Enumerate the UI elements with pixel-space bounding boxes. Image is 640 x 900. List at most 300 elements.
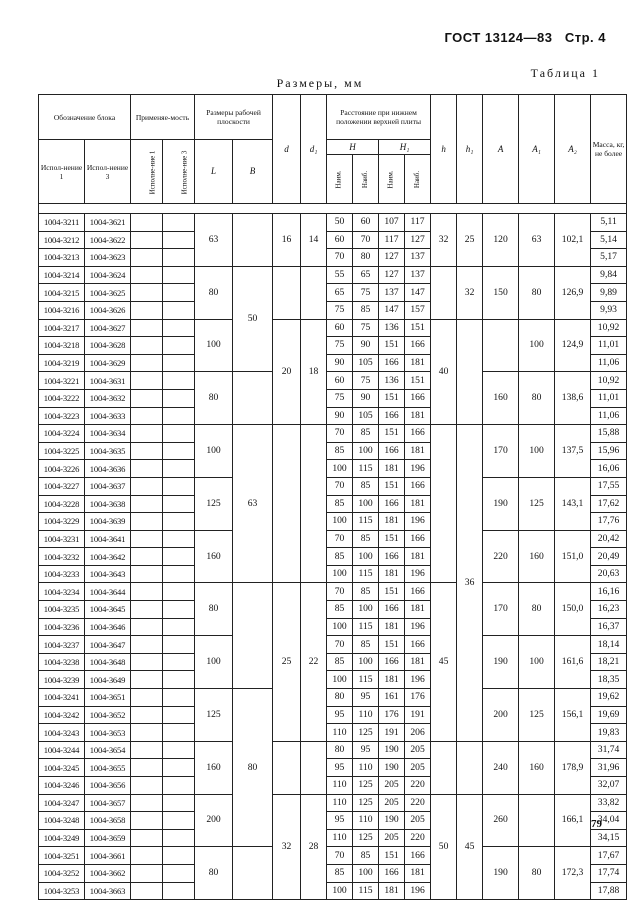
var3-cell: 1004-3658 — [85, 812, 131, 830]
H1-max-cell: 137 — [405, 266, 431, 284]
app3-cell — [163, 636, 195, 654]
H1-min-cell: 166 — [379, 407, 405, 425]
A2-cell: 102,1 — [555, 214, 591, 267]
H1-min-cell: 181 — [379, 460, 405, 478]
H-max-cell: 90 — [353, 389, 379, 407]
h-cell — [431, 425, 457, 583]
h-header: h — [431, 95, 457, 204]
app3-cell — [163, 460, 195, 478]
table-row — [39, 214, 627, 232]
app3-cell — [163, 741, 195, 759]
H1-max-cell: 181 — [405, 495, 431, 513]
d-cell: 16 — [273, 214, 301, 267]
app3-cell — [163, 477, 195, 495]
app3-cell — [163, 389, 195, 407]
H-max-cell: 100 — [353, 864, 379, 882]
var3-cell: 1004-3641 — [85, 530, 131, 548]
var1-cell: 1004-3218 — [39, 337, 85, 355]
var1-cell: 1004-3247 — [39, 794, 85, 812]
dimensions-table — [38, 94, 627, 900]
H-max-cell: 100 — [353, 601, 379, 619]
var1-cell: 1004-3225 — [39, 442, 85, 460]
table-row — [39, 636, 627, 654]
A2-cell: 166,1 — [555, 794, 591, 847]
app1-cell — [131, 794, 163, 812]
var1-cell: 1004-3226 — [39, 460, 85, 478]
A-cell: 190 — [483, 477, 519, 530]
d-cell: 32 — [273, 794, 301, 900]
var1-cell: 1004-3242 — [39, 706, 85, 724]
H1-min-cell: 151 — [379, 477, 405, 495]
mass-cell: 20,63 — [591, 565, 627, 583]
H-max-cell: 100 — [353, 548, 379, 566]
app3-cell — [163, 337, 195, 355]
H-max-cell: 90 — [353, 337, 379, 355]
var1-cell: 1004-3238 — [39, 653, 85, 671]
app1-cell — [131, 759, 163, 777]
app3-cell — [163, 442, 195, 460]
app1-cell — [131, 777, 163, 795]
mass-cell: 9,89 — [591, 284, 627, 302]
L-cell: 160 — [195, 530, 233, 583]
var1-cell: 1004-3237 — [39, 636, 85, 654]
H1-max-cell: 196 — [405, 671, 431, 689]
var3-cell: 1004-3656 — [85, 777, 131, 795]
h1-cell — [457, 319, 483, 425]
app1-cell — [131, 706, 163, 724]
H-min-cell: 55 — [327, 266, 353, 284]
A-cell: 260 — [483, 794, 519, 847]
var3-cell: 1004-3647 — [85, 636, 131, 654]
app3-cell — [163, 513, 195, 531]
H-min-cell: 70 — [327, 583, 353, 601]
H1-max-cell: 196 — [405, 565, 431, 583]
app1-cell — [131, 671, 163, 689]
var3-cell: 1004-3634 — [85, 425, 131, 443]
H1-max-cell: 220 — [405, 777, 431, 795]
app3-cell — [163, 829, 195, 847]
L-header: L — [195, 140, 233, 204]
var1-cell: 1004-3241 — [39, 689, 85, 707]
A1-cell: 63 — [519, 214, 555, 267]
H1-max-cell: 176 — [405, 689, 431, 707]
H-max-cell: 75 — [353, 319, 379, 337]
app1-cell — [131, 337, 163, 355]
app3-cell — [163, 671, 195, 689]
mass-cell: 5,11 — [591, 214, 627, 232]
var1-cell: 1004-3221 — [39, 372, 85, 390]
H-min-cell: 90 — [327, 407, 353, 425]
H-max-cell: 115 — [353, 671, 379, 689]
H1-min-cell: 166 — [379, 548, 405, 566]
var1-cell: 1004-3232 — [39, 548, 85, 566]
H-min-cell: 100 — [327, 882, 353, 900]
var3-cell: 1004-3651 — [85, 689, 131, 707]
H1-max-cell: 166 — [405, 847, 431, 865]
var3-cell: 1004-3643 — [85, 565, 131, 583]
A2-cell: 156,1 — [555, 689, 591, 742]
H-min-cell: 75 — [327, 337, 353, 355]
var3-cell: 1004-3624 — [85, 266, 131, 284]
H1-max-cell: 191 — [405, 706, 431, 724]
H-min-cell: 70 — [327, 425, 353, 443]
mass-cell: 17,55 — [591, 477, 627, 495]
var1-cell: 1004-3214 — [39, 266, 85, 284]
var3-cell: 1004-3663 — [85, 882, 131, 900]
app1-cell — [131, 477, 163, 495]
A1-cell: 100 — [519, 636, 555, 689]
H1-min-cell: 151 — [379, 636, 405, 654]
H1-min-cell: 151 — [379, 337, 405, 355]
H-max-cell: 115 — [353, 513, 379, 531]
H1-min-cell: 161 — [379, 689, 405, 707]
H1-min-cell: 181 — [379, 882, 405, 900]
mass-cell: 17,67 — [591, 847, 627, 865]
A-cell: 200 — [483, 689, 519, 742]
var3-cell: 1004-3628 — [85, 337, 131, 355]
H-max-cell: 110 — [353, 812, 379, 830]
app3-cell — [163, 231, 195, 249]
H-max-cell: 95 — [353, 689, 379, 707]
var3-cell: 1004-3655 — [85, 759, 131, 777]
A-header: A — [483, 95, 519, 204]
app1-cell — [131, 284, 163, 302]
d1-cell: 22 — [301, 583, 327, 741]
table-row — [39, 372, 627, 390]
A2-cell: 178,9 — [555, 741, 591, 794]
H-max-cell: 85 — [353, 530, 379, 548]
H1-min-cell: 190 — [379, 759, 405, 777]
H1-min-cell: 166 — [379, 442, 405, 460]
distance-header: Расстояние при нижнем положении верхней плиты — [327, 95, 431, 140]
var3-cell: 1004-3633 — [85, 407, 131, 425]
var3-cell: 1004-3649 — [85, 671, 131, 689]
H-min-cell: 75 — [327, 301, 353, 319]
H-max-cell: 85 — [353, 847, 379, 865]
app3-cell — [163, 214, 195, 232]
var1-header: Испол-нение 1 — [39, 140, 85, 204]
app3-cell — [163, 372, 195, 390]
A1-cell: 80 — [519, 847, 555, 900]
app1-cell — [131, 601, 163, 619]
var3-cell: 1004-3631 — [85, 372, 131, 390]
app1-cell — [131, 319, 163, 337]
table-row — [39, 425, 627, 443]
H1-max-cell: 166 — [405, 530, 431, 548]
app3-cell — [163, 548, 195, 566]
H-max-cell: 100 — [353, 653, 379, 671]
H1-max-cell: 181 — [405, 601, 431, 619]
table-row — [39, 477, 627, 495]
app3-cell — [163, 794, 195, 812]
A-cell: 240 — [483, 741, 519, 794]
H-min-cell: 70 — [327, 477, 353, 495]
var1-cell: 1004-3239 — [39, 671, 85, 689]
designation-header: Обозначение блока — [39, 95, 131, 140]
mass-cell: 11,01 — [591, 389, 627, 407]
H1-max-cell: 205 — [405, 812, 431, 830]
app1-cell — [131, 442, 163, 460]
H1-max-header: Наиб. — [405, 155, 431, 204]
standard-code: ГОСТ 13124—83 — [444, 30, 553, 45]
var1-cell: 1004-3217 — [39, 319, 85, 337]
var1-cell: 1004-3228 — [39, 495, 85, 513]
h1-cell: 25 — [457, 214, 483, 267]
H-max-cell: 125 — [353, 777, 379, 795]
H1-min-cell: 191 — [379, 724, 405, 742]
var3-cell: 1004-3626 — [85, 301, 131, 319]
app3-cell — [163, 618, 195, 636]
mass-cell: 17,74 — [591, 864, 627, 882]
app1-cell — [131, 724, 163, 742]
H-min-cell: 85 — [327, 548, 353, 566]
table-row — [39, 583, 627, 601]
H-min-cell: 85 — [327, 653, 353, 671]
H1-max-cell: 157 — [405, 301, 431, 319]
H-max-cell: 105 — [353, 354, 379, 372]
var1-cell: 1004-3235 — [39, 601, 85, 619]
table-title: Размеры, мм — [276, 76, 364, 90]
H1-max-cell: 220 — [405, 829, 431, 847]
A2-cell: 151,0 — [555, 530, 591, 583]
table-head — [39, 95, 627, 214]
app1-cell — [131, 407, 163, 425]
var1-cell: 1004-3227 — [39, 477, 85, 495]
H1-min-cell: 166 — [379, 864, 405, 882]
var3-cell: 1004-3621 — [85, 214, 131, 232]
app1-cell — [131, 425, 163, 443]
mass-cell: 15,88 — [591, 425, 627, 443]
mass-cell: 31,96 — [591, 759, 627, 777]
var3-cell: 1004-3645 — [85, 601, 131, 619]
H-min-cell: 60 — [327, 231, 353, 249]
var3-cell: 1004-3652 — [85, 706, 131, 724]
d1-cell: 18 — [301, 319, 327, 425]
var3-cell: 1004-3622 — [85, 231, 131, 249]
L-cell: 160 — [195, 741, 233, 794]
mass-cell: 17,62 — [591, 495, 627, 513]
var1-cell: 1004-3245 — [39, 759, 85, 777]
H1-header: H₁ — [379, 140, 431, 155]
H-max-cell: 85 — [353, 636, 379, 654]
var3-cell: 1004-3627 — [85, 319, 131, 337]
var1-cell: 1004-3224 — [39, 425, 85, 443]
H1-min-cell: 166 — [379, 601, 405, 619]
app3-cell — [163, 847, 195, 865]
mass-cell: 16,37 — [591, 618, 627, 636]
var3-cell: 1004-3638 — [85, 495, 131, 513]
mass-cell: 33,82 — [591, 794, 627, 812]
H-max-cell: 110 — [353, 759, 379, 777]
H-min-cell: 110 — [327, 794, 353, 812]
mass-cell: 17,76 — [591, 513, 627, 531]
A-cell: 160 — [483, 372, 519, 425]
mass-cell: 15,96 — [591, 442, 627, 460]
app3-cell — [163, 425, 195, 443]
mass-cell: 34,15 — [591, 829, 627, 847]
app3-cell — [163, 759, 195, 777]
mass-cell: 9,84 — [591, 266, 627, 284]
app1-cell — [131, 847, 163, 865]
mass-cell: 19,83 — [591, 724, 627, 742]
H1-max-cell: 196 — [405, 513, 431, 531]
var1-cell: 1004-3246 — [39, 777, 85, 795]
A-cell — [483, 319, 519, 372]
d-header: d — [273, 95, 301, 204]
table-label: Таблица 1 — [530, 66, 600, 80]
d1-cell: 28 — [301, 794, 327, 900]
H1-max-cell: 220 — [405, 794, 431, 812]
H-max-cell: 125 — [353, 794, 379, 812]
H1-min-cell: 190 — [379, 812, 405, 830]
app3-cell — [163, 354, 195, 372]
app3-cell — [163, 266, 195, 284]
L-cell: 100 — [195, 319, 233, 372]
H-min-cell: 110 — [327, 724, 353, 742]
H-min-cell: 70 — [327, 530, 353, 548]
L-cell: 125 — [195, 477, 233, 530]
H1-min-cell: 205 — [379, 794, 405, 812]
B-cell: 63 — [233, 425, 273, 583]
var3-cell: 1004-3639 — [85, 513, 131, 531]
H-min-cell: 85 — [327, 495, 353, 513]
mass-cell: 5,17 — [591, 249, 627, 267]
d1-cell — [301, 425, 327, 583]
A1-cell: 160 — [519, 741, 555, 794]
var3-cell: 1004-3662 — [85, 864, 131, 882]
A-cell: 120 — [483, 214, 519, 267]
var1-cell: 1004-3252 — [39, 864, 85, 882]
app3-cell — [163, 882, 195, 900]
var1-cell: 1004-3251 — [39, 847, 85, 865]
table-row — [39, 689, 627, 707]
A2-cell: 126,9 — [555, 266, 591, 319]
H-max-header: Наиб. — [353, 155, 379, 204]
var3-cell: 1004-3659 — [85, 829, 131, 847]
table-row — [39, 741, 627, 759]
var1-cell: 1004-3222 — [39, 389, 85, 407]
B-cell — [233, 583, 273, 689]
A2-cell: 161,6 — [555, 636, 591, 689]
H1-min-cell: 151 — [379, 530, 405, 548]
table-row — [39, 530, 627, 548]
h1-cell: 36 — [457, 425, 483, 742]
H-max-cell: 95 — [353, 741, 379, 759]
H-min-cell: 60 — [327, 319, 353, 337]
var3-cell: 1004-3644 — [85, 583, 131, 601]
H-min-cell: 70 — [327, 636, 353, 654]
var1-cell: 1004-3233 — [39, 565, 85, 583]
app3-cell — [163, 777, 195, 795]
app3-cell — [163, 249, 195, 267]
app3-cell — [163, 495, 195, 513]
H-max-cell: 115 — [353, 618, 379, 636]
var3-cell: 1004-3646 — [85, 618, 131, 636]
d-cell — [273, 741, 301, 794]
mass-cell: 20,42 — [591, 530, 627, 548]
A-cell: 170 — [483, 583, 519, 636]
mass-header: Масса, кг, не более — [591, 95, 627, 204]
H1-min-cell: 147 — [379, 301, 405, 319]
var1-cell: 1004-3219 — [39, 354, 85, 372]
B-cell: 80 — [233, 689, 273, 847]
var1-cell: 1004-3244 — [39, 741, 85, 759]
A1-cell — [519, 794, 555, 847]
var1-cell: 1004-3236 — [39, 618, 85, 636]
app1-cell — [131, 565, 163, 583]
mass-cell: 9,93 — [591, 301, 627, 319]
L-cell: 100 — [195, 636, 233, 689]
H1-min-cell: 151 — [379, 425, 405, 443]
mass-cell: 18,35 — [591, 671, 627, 689]
table-row — [39, 794, 627, 812]
app3-cell — [163, 706, 195, 724]
H-min-cell: 75 — [327, 389, 353, 407]
var1-cell: 1004-3243 — [39, 724, 85, 742]
app3-cell — [163, 864, 195, 882]
app1-cell — [131, 864, 163, 882]
d1-cell: 14 — [301, 214, 327, 267]
mass-cell: 19,69 — [591, 706, 627, 724]
app3-cell — [163, 319, 195, 337]
var3-cell: 1004-3637 — [85, 477, 131, 495]
H-min-cell: 95 — [327, 706, 353, 724]
H1-max-cell: 181 — [405, 407, 431, 425]
app1-cell — [131, 882, 163, 900]
A2-cell: 143,1 — [555, 477, 591, 530]
H-min-cell: 110 — [327, 829, 353, 847]
d-cell: 20 — [273, 319, 301, 425]
H-min-header: Наим. — [327, 155, 353, 204]
H-max-cell: 70 — [353, 231, 379, 249]
H-max-cell: 125 — [353, 724, 379, 742]
mass-cell: 18,14 — [591, 636, 627, 654]
H-min-cell: 60 — [327, 372, 353, 390]
H-max-cell: 125 — [353, 829, 379, 847]
app1-cell — [131, 583, 163, 601]
H-min-cell: 85 — [327, 442, 353, 460]
mass-cell: 10,92 — [591, 372, 627, 390]
page-header — [444, 30, 606, 45]
app1-cell — [131, 495, 163, 513]
H-max-cell: 115 — [353, 460, 379, 478]
worksize-header: Размеры рабочей плоскости — [195, 95, 273, 140]
H-min-cell: 100 — [327, 618, 353, 636]
A-cell: 220 — [483, 530, 519, 583]
H1-max-cell: 137 — [405, 249, 431, 267]
var3-cell: 1004-3661 — [85, 847, 131, 865]
app1-cell — [131, 812, 163, 830]
A1-cell: 80 — [519, 266, 555, 319]
app3-header: Исполне-ние 3 — [163, 140, 195, 204]
A1-cell: 100 — [519, 425, 555, 478]
var1-cell: 1004-3211 — [39, 214, 85, 232]
mass-cell: 10,92 — [591, 319, 627, 337]
H1-min-cell: 181 — [379, 565, 405, 583]
app1-cell — [131, 530, 163, 548]
mass-cell: 11,06 — [591, 354, 627, 372]
H1-max-cell: 166 — [405, 425, 431, 443]
A-cell: 190 — [483, 847, 519, 900]
H-min-cell: 85 — [327, 601, 353, 619]
var3-cell: 1004-3625 — [85, 284, 131, 302]
var3-cell: 1004-3648 — [85, 653, 131, 671]
H1-max-cell: 205 — [405, 741, 431, 759]
H1-min-cell: 181 — [379, 513, 405, 531]
H1-max-cell: 196 — [405, 882, 431, 900]
applicability-header: Применяе-мость — [131, 95, 195, 140]
mass-cell: 16,06 — [591, 460, 627, 478]
